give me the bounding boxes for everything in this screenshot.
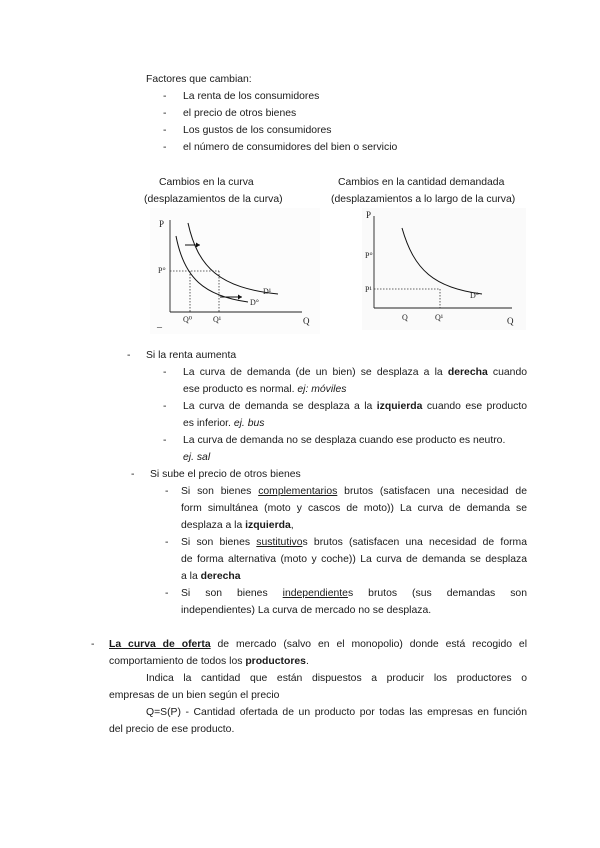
bullet-dash: -: [163, 91, 167, 102]
figure-background: [362, 208, 526, 330]
independents-line2: independientes) La curva de mercado no se desplaza.: [181, 605, 432, 616]
curve-label-d1: D¹: [263, 287, 272, 296]
bullet-dash: -: [165, 588, 169, 599]
income-item-normal-line1: La curva de demanda (de un bien) se desplaza a la derecha cuando: [183, 367, 528, 378]
supply-formula-line: Q=S(P) - Cantidad ofertada de un producto por todas las empresas en función: [146, 707, 527, 718]
q1-label: Q¹: [435, 313, 444, 322]
curve-label-d0: D°: [250, 298, 259, 307]
bullet-dash: -: [165, 486, 169, 497]
bullet-dash: -: [163, 367, 167, 378]
price-label: P°: [158, 266, 166, 275]
supply-line1: La curva de oferta de mercado (salvo en el monopolio) donde está recogido el: [109, 639, 528, 650]
complements-line1: Si son bienes complementarios brutos (satisfacen una necesidad de: [181, 486, 527, 497]
independents-line1: Si son bienes independientes brutos (sus demandas son: [181, 588, 527, 599]
axis-label-q: Q: [303, 316, 310, 326]
factors-title: Factores que cambian:: [146, 74, 252, 85]
left-figure-caption-1: Cambios en la curva: [159, 177, 254, 188]
factor-item-tastes: Los gustos de los consumidores: [183, 125, 332, 136]
q0-label: Q⁰: [183, 315, 192, 324]
substitutes-line2: de forma alternativa (moto y coche)) La curva de demanda se desplaza: [181, 554, 527, 565]
income-item-normal-line2: ese producto es normal. ej: móviles: [183, 384, 347, 395]
bullet-dash: -: [91, 639, 95, 650]
supply-line2: comportamiento de todos los productores.: [109, 656, 309, 667]
price-label-lower: P¹: [365, 285, 372, 294]
factor-item-consumers: el número de consumidores del bien o servicio: [183, 142, 398, 153]
factor-item-income: La renta de los consumidores: [183, 91, 320, 102]
bullet-dash: -: [163, 142, 167, 153]
right-demand-movement-figure: [362, 208, 526, 330]
income-item-neutral-line1: La curva de demanda no se desplaza cuando ese producto es neutro.: [183, 435, 506, 446]
prices-heading: Si sube el precio de otros bienes: [150, 469, 301, 480]
figure-background: [150, 208, 320, 334]
left-figure-caption-2: (desplazamientos de la curva): [144, 194, 283, 205]
bullet-dash: -: [163, 401, 167, 412]
complements-line3: desplaza a la izquierda,: [181, 520, 294, 531]
axis-label-q: Q: [507, 316, 514, 326]
bullet-dash: -: [163, 125, 167, 136]
supply-line4: empresas de un bien según el precio: [109, 690, 280, 701]
bullet-dash: -: [163, 435, 167, 446]
bullet-dash: -: [127, 350, 131, 361]
income-item-inferior-line1: La curva de demanda se desplaza a la izquierda cuando ese producto: [183, 401, 527, 412]
income-item-neutral-example: ej. sal: [183, 452, 211, 463]
supply-line3: Indica la cantidad que están dispuestos a producir los productores o: [146, 673, 527, 684]
income-heading: Si la renta aumenta: [146, 350, 237, 361]
factor-item-other-prices: el precio de otros bienes: [183, 108, 297, 119]
income-item-inferior-line2: es inferior. ej. bus: [183, 418, 265, 429]
axis-label-p: P: [159, 219, 165, 229]
bullet-dash: -: [165, 537, 169, 548]
axis-label-p: P: [366, 210, 372, 220]
substitutes-line1: Si son bienes sustitutivos brutos (satisfacen una necesidad de forma: [181, 537, 527, 548]
price-label-upper: P°: [365, 251, 373, 260]
curve-label-d0: D°: [470, 291, 479, 300]
q-label: Q: [402, 313, 408, 322]
right-figure-caption-2: (desplazamientos a lo largo de la curva): [331, 194, 516, 205]
corner-mark: _: [157, 318, 162, 329]
supply-line6: del precio de ese producto.: [109, 724, 235, 735]
bullet-dash: -: [131, 469, 135, 480]
bullet-dash: -: [163, 108, 167, 119]
substitutes-line3: a la derecha: [181, 571, 241, 582]
q1-label: Q¹: [213, 315, 222, 324]
right-figure-caption-1: Cambios en la cantidad demandada: [338, 177, 505, 188]
complements-line2: form simultánea (moto y cascos de moto)) La curva de demanda se: [181, 503, 527, 514]
left-demand-shift-figure: [150, 208, 320, 334]
